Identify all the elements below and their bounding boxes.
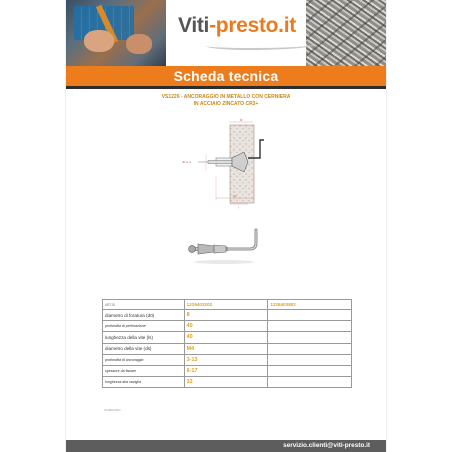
technical-drawing (178, 118, 288, 210)
row-value: 6-17 (184, 365, 268, 376)
drawing-label-tfix: tfix (233, 194, 237, 198)
table-row (103, 343, 352, 354)
row-label: diametro di foratura (d0) (103, 310, 185, 321)
table-row (103, 332, 352, 343)
row-value (268, 310, 352, 321)
product-title (66, 94, 386, 108)
table-header-code: 1226403202 (184, 300, 268, 310)
row-label: profondità di perforazione (103, 321, 185, 332)
table-header-code: 1226403802 (268, 300, 352, 310)
row-value (268, 332, 352, 343)
table-header-label: ART.ID (103, 300, 185, 310)
row-value: 40 (184, 321, 268, 332)
hook-photo (228, 230, 256, 249)
drawing-label-ls: ls (240, 118, 243, 122)
row-label: diametro della vite (ds) (103, 343, 185, 354)
row-value: 32 (184, 377, 268, 388)
row-label: spessore da fissare (103, 365, 185, 376)
contact-email[interactable]: servizio.clienti@viti-presto.it (283, 442, 370, 449)
title-banner (66, 66, 386, 89)
table-header-row (103, 300, 352, 310)
row-value (268, 321, 352, 332)
footer (66, 440, 386, 452)
row-value: 8 (184, 310, 268, 321)
row-value (268, 354, 352, 365)
table-row (103, 321, 352, 332)
row-label: lunghezza alla caviglia (103, 377, 185, 388)
header (66, 0, 386, 66)
table-row (103, 354, 352, 365)
banner-title: Scheda tecnica (173, 68, 279, 84)
row-value: 40 (184, 332, 268, 343)
revision-note: SCHEDA REV (104, 409, 121, 412)
table-row (103, 310, 352, 321)
brand-logo: Viti-presto.it (178, 14, 296, 37)
row-value: M4 (184, 343, 268, 354)
row-value (268, 343, 352, 354)
product-title-line1: VS1226 - ANCORAGGIO IN METALLO CON CERNIERA (161, 94, 291, 100)
product-title-line2: IN ACCIAIO ZINCATO CR3+ (193, 101, 259, 107)
drawing-label-d: d0 ø d (182, 160, 191, 164)
drawing-label-l: l (238, 205, 239, 210)
row-label: profondità di ancoraggio (103, 354, 185, 365)
technical-sheet-page (66, 0, 386, 452)
table-row (103, 377, 352, 388)
row-value: 3-13 (184, 354, 268, 365)
table-row (103, 365, 352, 376)
row-value (268, 377, 352, 388)
row-value (268, 365, 352, 376)
header-photo-tools (66, 0, 166, 66)
specs-table (102, 299, 352, 388)
row-label: lunghezza della vite (ls) (103, 332, 185, 343)
product-photo (184, 222, 268, 272)
